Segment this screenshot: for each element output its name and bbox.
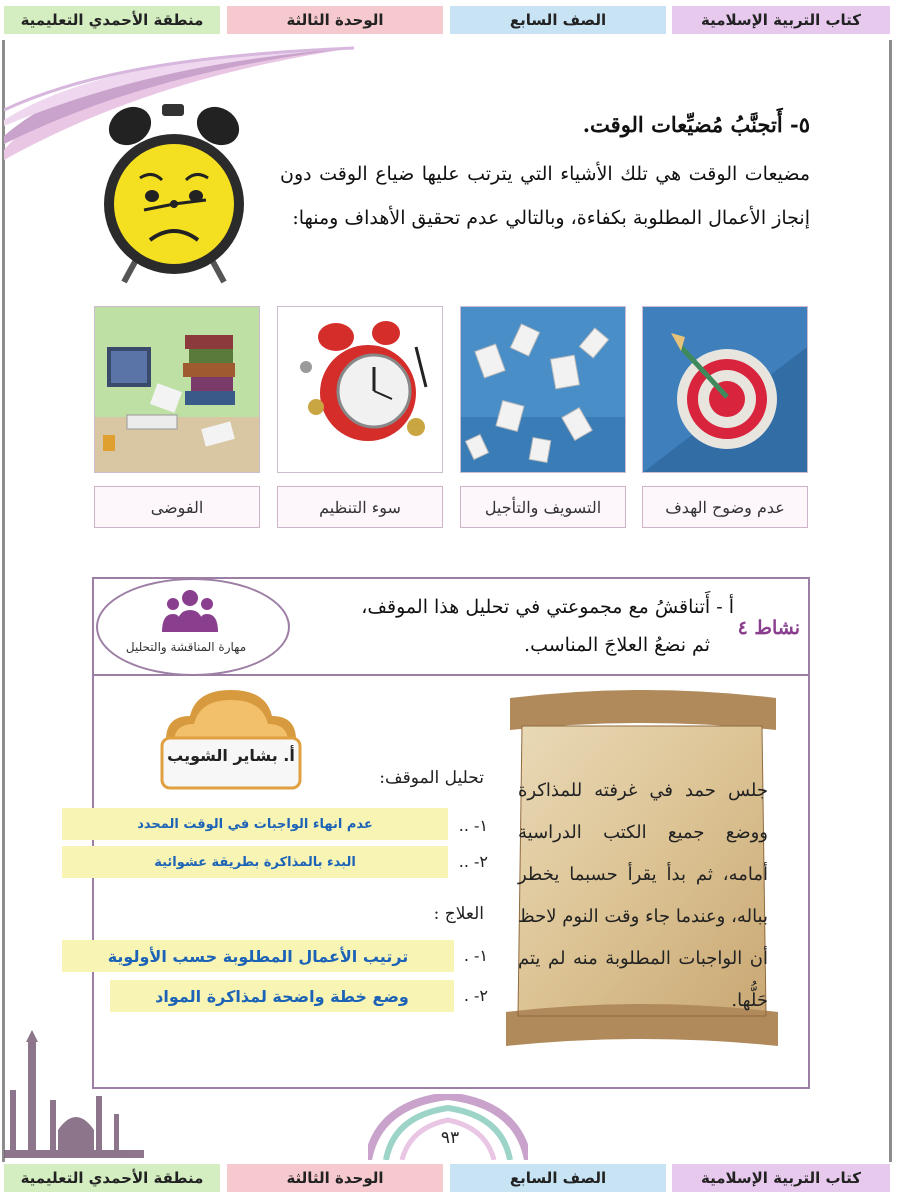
activity-label: نشاط ٤	[737, 617, 800, 639]
broken-alarm-clock-icon	[277, 307, 442, 473]
header-grade: الصف السابع	[450, 6, 666, 34]
analysis-num-2: ٢- ..	[458, 852, 488, 871]
treatment-heading: العلاج :	[433, 904, 484, 924]
arch-decoration	[368, 1094, 528, 1160]
header-bar-top	[0, 6, 900, 40]
analysis-heading: تحليل الموقف:	[379, 768, 484, 788]
dart-target-icon	[642, 307, 807, 473]
label-chaos: الفوضى	[94, 486, 260, 528]
footer-grade: الصف السابع	[450, 1164, 666, 1192]
treatment-answer-1: ترتيب الأعمال المطلوبة حسب الأولوية	[62, 940, 454, 972]
activity-instruction-line2: ثم نضعُ العلاجَ المناسب.	[524, 634, 710, 656]
page-number: ٩٣	[440, 1128, 460, 1148]
header-book-title: كتاب التربية الإسلامية	[672, 6, 890, 34]
label-disorganization: سوء التنظيم	[277, 486, 443, 528]
messy-desk-icon	[94, 307, 259, 473]
treatment-num-1: ١- .	[463, 946, 488, 965]
author-cloud-badge	[156, 686, 306, 796]
header-unit: الوحدة الثالثة	[227, 6, 443, 34]
flying-papers-icon	[460, 307, 625, 473]
skill-label: مهارة المناقشة والتحليل	[125, 640, 247, 654]
story-text: جلس حمد في غرفته للمذاكرة ووضع جميع الكتب الدراسية أمامه، ثم بدأ يقرأ حسبما يخطر بباله، وعندما جاء وقت النوم لاحظ أن الواجبات المطلوبة منه لم يتم حَلُّها.	[518, 780, 768, 1011]
lesson-heading: ٥- أَتجنَّبُ مُضيِّعات الوقت.	[582, 112, 810, 137]
image-unclear-goal	[642, 306, 808, 473]
header-region: منطقة الأحمدي التعليمية	[4, 6, 220, 34]
author-name: أ. بشاير الشويب	[167, 746, 295, 765]
analysis-answer-2: البدء بالمذاكرة بطريقة عشوائية	[62, 846, 448, 878]
label-unclear-goal: عدم وضوح الهدف	[642, 486, 808, 528]
sad-alarm-clock-icon	[100, 100, 250, 290]
lesson-paragraph: مضيعات الوقت هي تلك الأشياء التي يترتب عليها ضياع الوقت دون إنجاز الأعمال المطلوبة بكفاءة، وبالتالي عدم تحقيق الأهداف ومنها:	[280, 163, 810, 229]
image-chaos	[94, 306, 260, 473]
footer-unit: الوحدة الثالثة	[227, 1164, 443, 1192]
analysis-num-1: ١- ..	[458, 816, 488, 835]
analysis-answer-1: عدم انهاء الواجبات في الوقت المحدد	[62, 808, 448, 840]
page-border-right	[889, 40, 892, 1162]
header-bar-bottom	[0, 1164, 900, 1198]
activity-instruction-line1: أ - أَتناقشُ مع مجموعتي في تحليل هذا الموقف،	[361, 596, 734, 618]
image-disorganization	[277, 306, 443, 473]
group-people-icon	[160, 588, 220, 634]
footer-book-title: كتاب التربية الإسلامية	[672, 1164, 890, 1192]
treatment-num-2: ٢- .	[463, 986, 488, 1005]
label-procrastination: التسويف والتأجيل	[460, 486, 626, 528]
treatment-answer-2: وضع خطة واضحة لمذاكرة المواد	[110, 980, 454, 1012]
image-procrastination	[460, 306, 626, 473]
footer-region: منطقة الأحمدي التعليمية	[4, 1164, 220, 1192]
mosque-silhouette-icon	[4, 1030, 144, 1158]
page-border-left	[2, 40, 5, 1162]
